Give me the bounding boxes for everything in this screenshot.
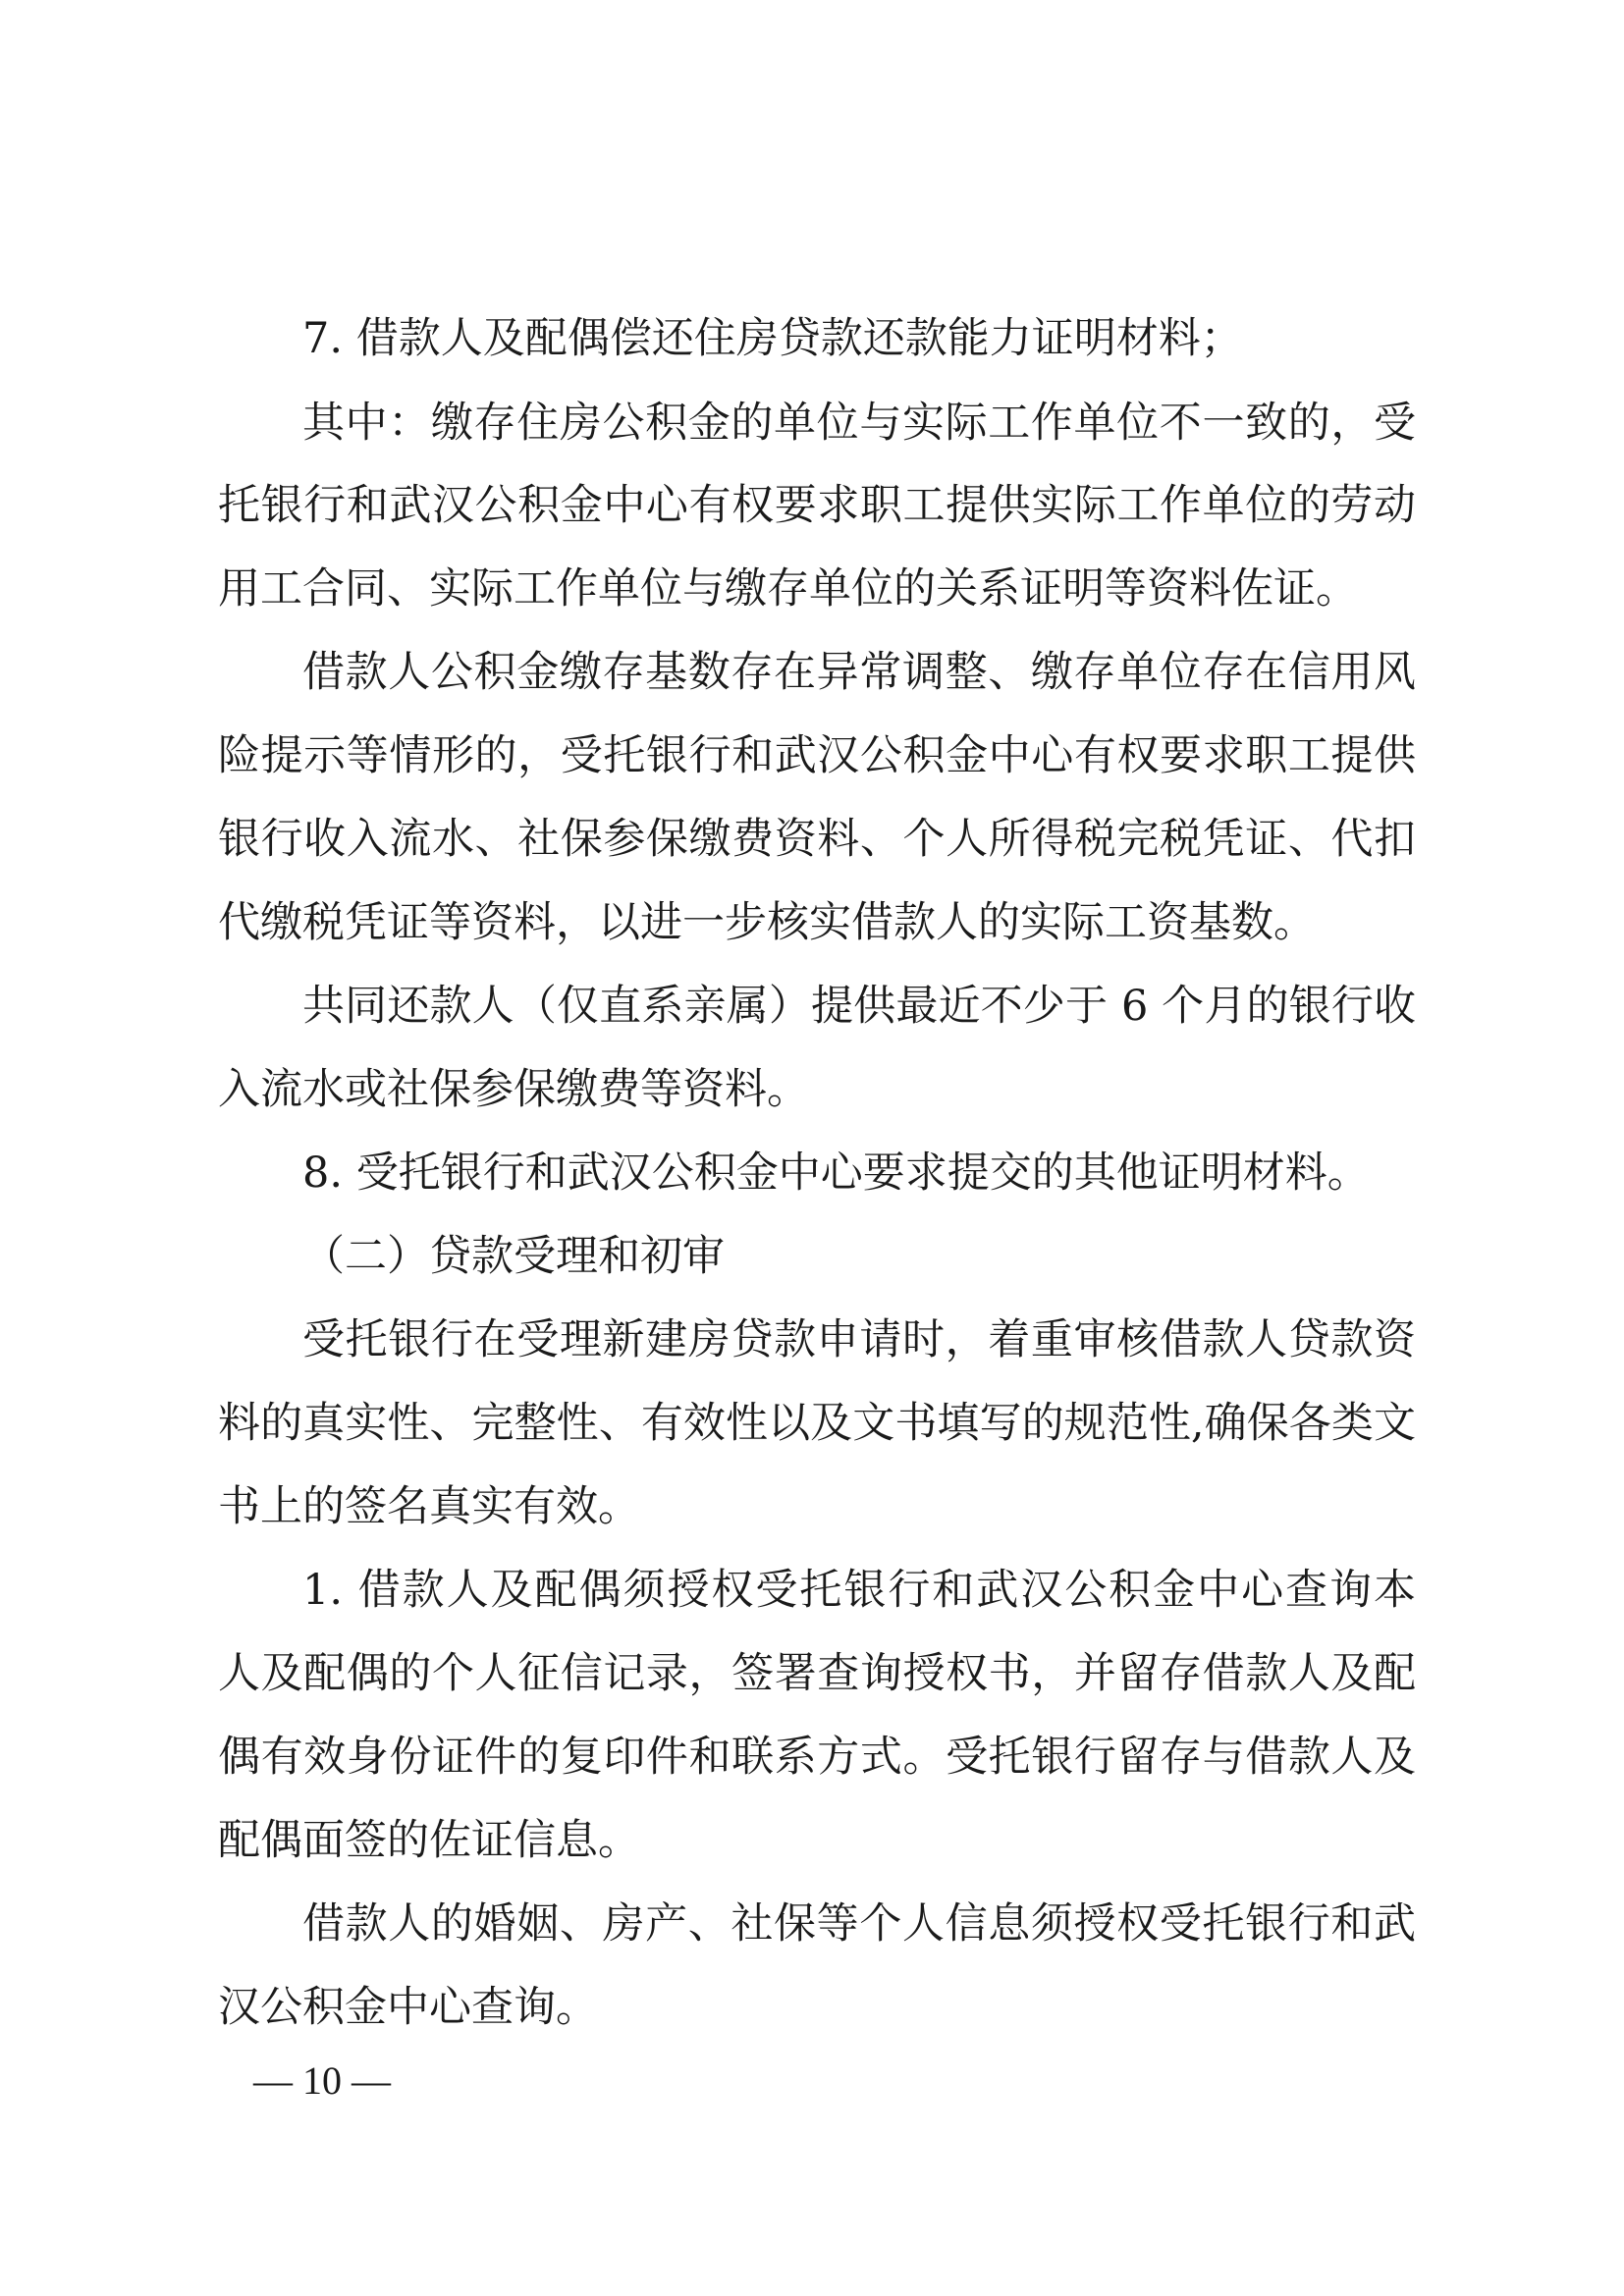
- text-line: 用工合同、实际工作单位与缴存单位的关系证明等资料佐证。: [218, 564, 1358, 614]
- text-line: 7. 借款人及配偶偿还住房贷款还款能力证明材料；: [302, 314, 1243, 363]
- text-line: 代缴税凭证等资料，以进一步核实借款人的实际工资基数。: [218, 898, 1316, 947]
- text-line: 偶有效身份证件的复印件和联系方式。受托银行留存与借款人及: [218, 1733, 1416, 1782]
- text-line: 借款人公积金缴存基数存在异常调整、缴存单位存在信用风: [302, 648, 1416, 697]
- text-line: 银行收入流水、社保参保缴费资料、个人所得税完税凭证、代扣: [218, 815, 1416, 864]
- text-line: 借款人的婚姻、房产、社保等个人信息须授权受托银行和武: [302, 1899, 1416, 1949]
- text-line: 人及配偶的个人征信记录，签署查询授权书，并留存借款人及配: [218, 1649, 1416, 1698]
- text-line: 险提示等情形的，受托银行和武汉公积金中心有权要求职工提供: [218, 731, 1416, 780]
- text-line: 汉公积金中心查询。: [218, 1983, 598, 2032]
- text-line: 共同还款人（仅直系亲属）提供最近不少于 6 个月的银行收: [302, 982, 1416, 1031]
- text-line: 配偶面签的佐证信息。: [218, 1816, 640, 1865]
- text-line: 托银行和武汉公积金中心有权要求职工提供实际工作单位的劳动: [218, 481, 1416, 530]
- page-number: — 10 —: [253, 2058, 391, 2103]
- text-line: 入流水或社保参保缴费等资料。: [218, 1065, 809, 1114]
- text-line: 1. 借款人及配偶须授权受托银行和武汉公积金中心查询本: [302, 1566, 1416, 1615]
- text-line: 受托银行在受理新建房贷款申请时，着重审核借款人贷款资: [302, 1315, 1416, 1364]
- text-line: 8. 受托银行和武汉公积金中心要求提交的其他证明材料。: [302, 1148, 1370, 1198]
- section-heading: （二）贷款受理和初审: [302, 1232, 725, 1281]
- text-line: 书上的签名真实有效。: [218, 1482, 640, 1531]
- text-line: 料的真实性、完整性、有效性以及文书填写的规范性,确保各类文: [218, 1399, 1416, 1448]
- text-line: 其中：缴存住房公积金的单位与实际工作单位不一致的，受: [302, 399, 1416, 448]
